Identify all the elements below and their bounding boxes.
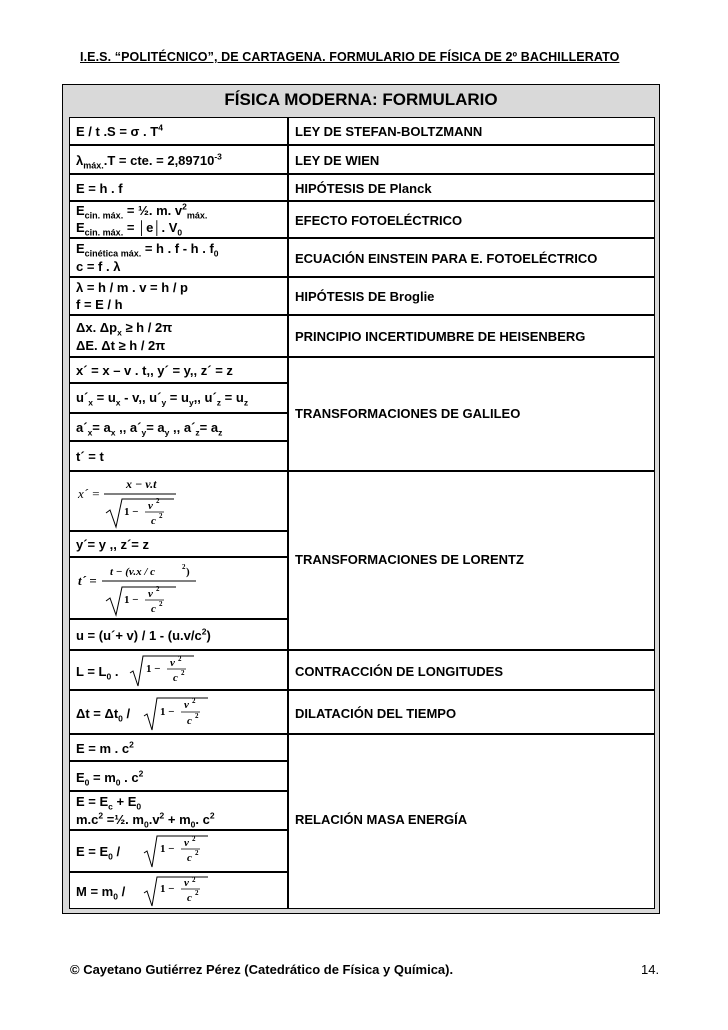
formula-table	[62, 84, 660, 914]
law-length-contraction: CONTRACCIÓN DE LONGITUDES	[288, 650, 655, 690]
svg-text:2: 2	[195, 889, 199, 897]
contraction-root	[128, 651, 198, 689]
formula-lorentz-u: u = (u´+ $v) / 1 - (u.v/c^2)$	[69, 619, 288, 650]
formula-mass-energy-5: $M = m_0$ / 1 − v 2 c 2	[69, 872, 288, 909]
svg-text:1 −: 1 −	[124, 594, 139, 606]
formula-lorentz-yz: y´= y ,, z´= z	[69, 531, 288, 557]
svg-text:2: 2	[181, 669, 185, 677]
svg-text:c: c	[173, 672, 178, 684]
formula-mass-energy-2: $E_0 = m_0$ . $c^2$	[69, 761, 288, 791]
footer-credit: © Cayetano Gutiérrez Pérez (Catedrático de Física y Química).	[70, 962, 454, 977]
energy-root	[142, 831, 212, 871]
law-stefan: LEY DE STEFAN-BOLTZMANN	[288, 117, 655, 145]
formula-mass-energy-4: $E = E_0$ / 1 − v 2 c 2	[69, 830, 288, 872]
svg-text:2: 2	[192, 697, 196, 705]
law-galileo: TRANSFORMACIONES DE GALILEO	[288, 357, 655, 471]
svg-text:1 −: 1 −	[160, 706, 175, 718]
formula-galileo-position: x´ = x – v . t,, y´ = y,, z´ = z	[69, 357, 288, 383]
svg-text:c: c	[187, 852, 192, 864]
svg-text:2: 2	[159, 512, 163, 520]
dilation-root	[142, 692, 212, 734]
mass-root	[142, 873, 212, 909]
svg-text:2: 2	[178, 655, 182, 663]
svg-text:1 −: 1 −	[146, 663, 161, 675]
svg-text:v: v	[184, 837, 189, 849]
formula-time-dilation: $\Delta t = \Delta t_0$ / 1 − v 2 c 2	[69, 690, 288, 734]
formula-lorentz-t	[69, 557, 288, 619]
svg-text:c: c	[151, 515, 156, 527]
svg-text:1 −: 1 −	[124, 506, 139, 518]
formula-galileo-time: t´ = t	[69, 441, 288, 471]
law-heisenberg: PRINCIPIO INCERTIDUMBRE DE HEISENBERG	[288, 315, 655, 357]
formula-mass-energy-1: E = m . $c^2$	[69, 734, 288, 761]
formula-broglie: λ = h / m . v = h / p f = E / h	[69, 277, 288, 315]
svg-text:2: 2	[156, 497, 160, 505]
formula-mass-energy-3: $E = E_c + E_0$ $m.c^2$ =½. $m_0.v^2 + m_0$. $c^2$	[69, 791, 288, 830]
svg-text:x − v.t: x − v.t	[126, 477, 157, 491]
svg-text:2: 2	[195, 849, 199, 857]
law-broglie: HIPÓTESIS DE Broglie	[288, 277, 655, 315]
svg-text:t − (v.x / c: t − (v.x / c	[110, 566, 156, 578]
law-wien: LEY DE WIEN	[288, 145, 655, 174]
svg-text:1 −: 1 −	[160, 883, 175, 895]
formula-length-contraction: $L = L_0$ . 1 − v 2 c 2	[69, 650, 288, 690]
svg-text:1 −: 1 −	[160, 843, 175, 855]
page-number: 14.	[641, 962, 660, 977]
svg-text:v: v	[184, 877, 189, 889]
svg-text:x´ =: x´ =	[78, 486, 101, 501]
svg-text:2: 2	[192, 876, 196, 884]
svg-text:c: c	[187, 715, 192, 727]
svg-text:v: v	[148, 588, 153, 600]
svg-text:2: 2	[195, 712, 199, 720]
svg-text:2: 2	[182, 563, 186, 571]
formula-einstein: $E_{cinética máx.} = h$ . f - h . $f_0$ c = f . λ	[69, 238, 288, 277]
law-time-dilation: DILATACIÓN DEL TIEMPO	[288, 690, 655, 734]
svg-text:c: c	[187, 892, 192, 904]
formula-stefan: E / t .S = σ . $T^4$	[69, 117, 288, 145]
svg-text:t´ =: t´ =	[78, 573, 97, 588]
svg-text:v: v	[170, 657, 175, 669]
svg-text:2: 2	[159, 600, 163, 608]
svg-text:c: c	[151, 603, 156, 615]
law-einstein: ECUACIÓN EINSTEIN PARA E. FOTOELÉCTRICO	[288, 238, 655, 277]
law-lorentz: TRANSFORMACIONES DE LORENTZ	[288, 471, 655, 650]
formula-heisenberg: Δx. $\Delta p_x \ge h / 2\pi$ ΔE. Δt ≥ h / 2π	[69, 315, 288, 357]
formula-photoelectric: $E_{cin. máx.}$ = ½. m. $v^2_{máx.}$ $E_{cin. máx.}$ = │e│. $V_0$	[69, 201, 288, 238]
formula-lorentz-x	[69, 471, 288, 531]
formula-planck: E = h . f	[69, 174, 288, 201]
formula-galileo-acceleration: $a´_x= a_x$ ,, $a´_y= a_y$ ,, $a´_z= a_z$	[69, 413, 288, 441]
lorentz-t-fraction	[76, 559, 226, 619]
law-planck: HIPÓTESIS DE Planck	[288, 174, 655, 201]
svg-text:v: v	[184, 699, 189, 711]
table-title: FÍSICA MODERNA: FORMULARIO	[224, 90, 498, 109]
svg-text:2: 2	[156, 585, 160, 593]
law-mass-energy: RELACIÓN MASA ENERGÍA	[288, 734, 655, 909]
svg-text:2: 2	[192, 835, 196, 843]
lorentz-x-fraction	[76, 473, 206, 531]
svg-text:): )	[186, 566, 190, 578]
law-photoelectric: EFECTO FOTOELÉCTRICO	[288, 201, 655, 238]
formula-wien: $\lambda_{máx.}.T$ = cte. = $2,89710^{-3}$	[69, 145, 288, 174]
document-header: I.E.S. “POLITÉCNICO”, DE CARTAGENA. FORMULARIO DE FÍSICA DE 2º BACHILLERATO	[80, 50, 620, 64]
svg-text:v: v	[148, 500, 153, 512]
formula-galileo-velocity: $u´_x = u_x - v$,, $u´_y = u_y$,, $u´_z = u_z$	[69, 383, 288, 413]
